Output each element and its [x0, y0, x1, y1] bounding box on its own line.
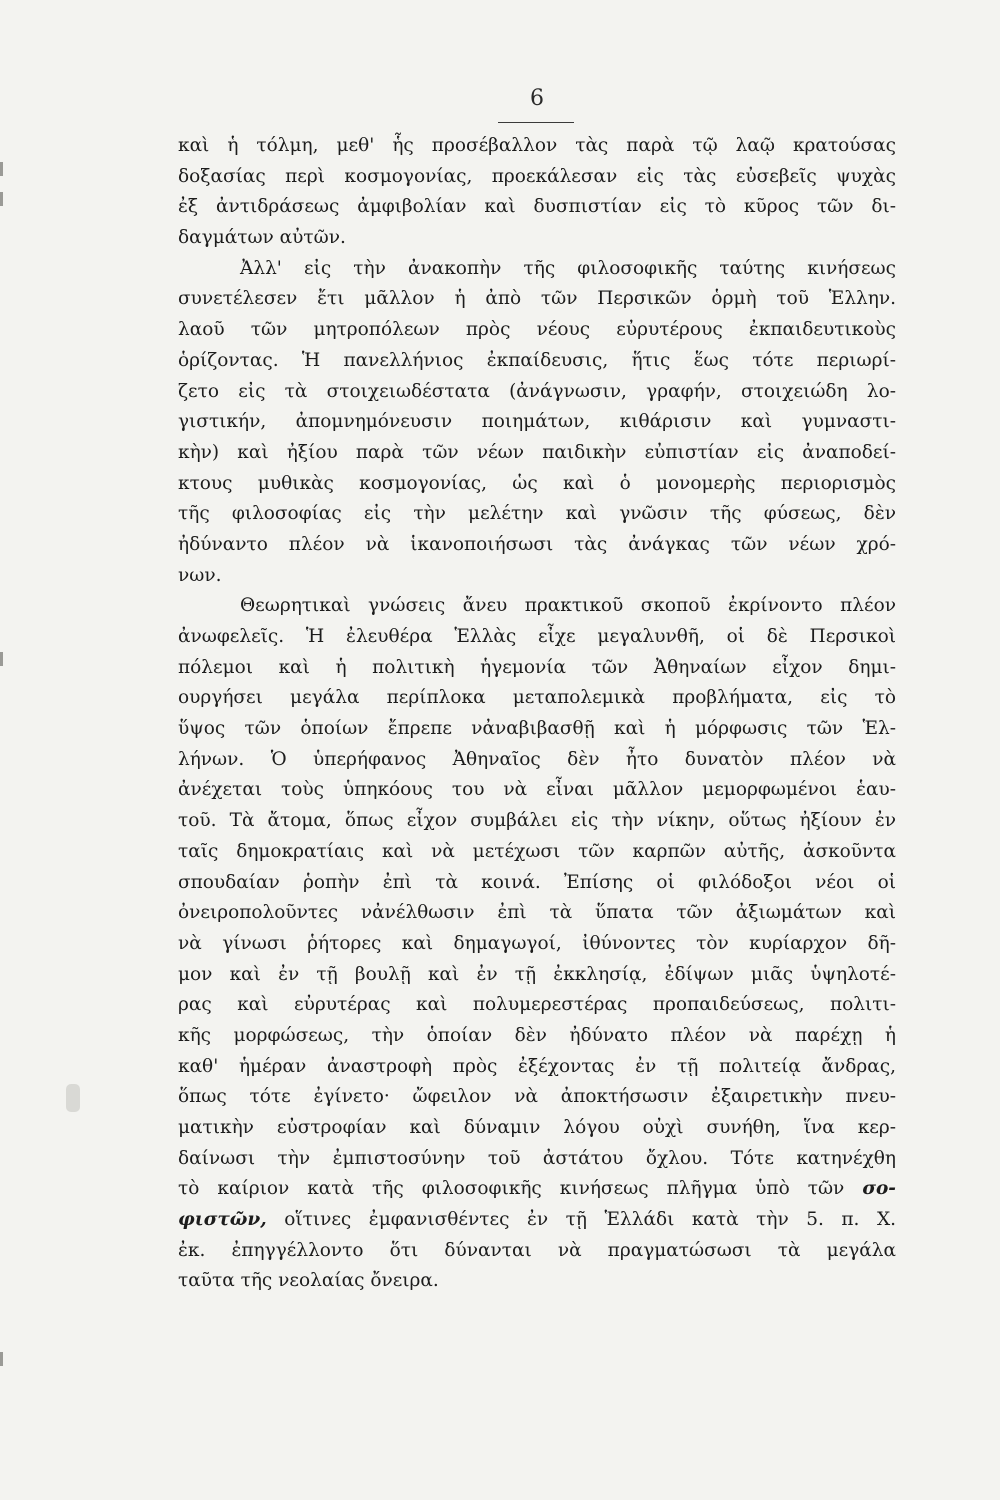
emphasized-term: φιστῶν, — [178, 1209, 267, 1231]
text-line: ουργήσει μεγάλα περίπλοκα μεταπολεμικὰ προβλήματα, εἰς τὸ — [178, 687, 896, 709]
text-line: συνετέλεσεν ἔτι μᾶλλον ἡ ἀπὸ τῶν Περσικῶν ὁρμὴ τοῦ Ἑλλην. — [178, 288, 896, 310]
body-text — [178, 131, 896, 1297]
text-line: ταῖς δημοκρατίαις καὶ νὰ μετέχωσι τῶν καρπῶν αὐτῆς, ἀσκοῦντα — [178, 840, 896, 862]
text-line: ταῦτα τῆς νεολαίας ὄνειρα. — [178, 1270, 439, 1292]
text-line: νων. — [178, 564, 222, 586]
emphasized-term: σο- — [862, 1178, 896, 1200]
text-segment: οἵτινες ἐμφανισθέντες ἐν τῇ Ἑλλάδι κατὰ τὴν 5. π. Χ. — [284, 1209, 896, 1231]
binding-margin-mark — [0, 1352, 3, 1366]
text-line — [178, 1174, 896, 1205]
text-line: κῆς μορφώσεως, τὴν ὁποίαν δὲν ἠδύνατο πλέον νὰ παρέχῃ ἡ — [178, 1024, 896, 1046]
text-line: ἐκ. ἐπηγγέλλοντο ὅτι δύνανται νὰ πραγματώσωσι τὰ μεγάλα — [178, 1239, 896, 1261]
text-line: ὅπως τότε ἐγίνετο· ὤφειλον νὰ ἀποκτήσωσιν ἐξαιρετικὴν πνευ- — [178, 1086, 896, 1108]
text-line: ἠδύναντο πλέον νὰ ἱκανοποιήσωσι τὰς ἀνάγκας τῶν νέων χρό- — [178, 533, 896, 555]
text-line — [178, 1205, 896, 1236]
text-line: πόλεμοι καὶ ἡ πολιτικὴ ἡγεμονία τῶν Ἀθηναίων εἶχον δημι- — [178, 656, 896, 678]
text-line: τῆς φιλοσοφίας εἰς τὴν μελέτην καὶ γνῶσιν τῆς φύσεως, δὲν — [178, 503, 896, 525]
text-line: καθ' ἡμέραν ἀναστροφὴ πρὸς ἐξέχοντας ἐν τῇ πολιτείᾳ ἄνδρας, — [178, 1055, 896, 1077]
text-line: γιστικήν, ἀπομνημόνευσιν ποιημάτων, κιθάρισιν καὶ γυμναστι- — [178, 411, 896, 433]
page-number-rule — [498, 122, 574, 123]
text-line: ὁρίζοντας. Ἡ πανελλήνιος ἐκπαίδευσις, ἥτις ἕως τότε περιωρί- — [178, 349, 896, 371]
text-line: τοῦ. Τὰ ἄτομα, ὅπως εἶχον συμβάλει εἰς τὴν νίκην, οὕτως ἠξίουν ἐν — [178, 810, 896, 832]
paper-smudge — [66, 1084, 80, 1112]
text-line: δοξασίας περὶ κοσμογονίας, προεκάλεσαν εἰς τὰς εὐσεβεῖς ψυχὰς — [178, 165, 896, 187]
text-line: ρας καὶ εὐρυτέρας καὶ πολυμερεστέρας προπαιδεύσεως, πολιτι- — [178, 994, 896, 1016]
paragraph-start-line: Θεωρητικαὶ γνώσεις ἄνευ πρακτικοῦ σκοποῦ ἐκρίνοντο πλέον — [240, 595, 896, 617]
text-line: νὰ γίνωσι ῥήτορες καὶ δημαγωγοί, ἰθύνοντες τὸν κυρίαρχον δῆ- — [178, 932, 896, 954]
text-line: λαοῦ τῶν μητροπόλεων πρὸς νέους εὐρυτέρους ἐκπαιδευτικοὺς — [178, 319, 896, 341]
text-line: ὀνειροπολοῦντες νἀνέλθωσιν ἐπὶ τὰ ὕπατα τῶν ἀξιωμάτων καὶ — [178, 902, 896, 924]
binding-margin-mark — [0, 652, 3, 666]
text-line: σπουδαίαν ῥοπὴν ἐπὶ τὰ κοινά. Ἐπίσης οἱ φιλόδοξοι νέοι οἱ — [178, 871, 896, 893]
text-line: ὕψος τῶν ὁποίων ἔπρεπε νἀναβιβασθῇ καὶ ἡ μόρφωσις τῶν Ἑλ- — [178, 718, 896, 740]
paragraph-start-line: Ἀλλ' εἰς τὴν ἀνακοπὴν τῆς φιλοσοφικῆς ταύτης κινήσεως — [240, 257, 896, 279]
text-segment: τὸ καίριον κατὰ τῆς φιλοσοφικῆς κινήσεως πλῆγμα ὑπὸ τῶν — [178, 1178, 845, 1200]
text-line: ἀνέχεται τοὺς ὑπηκόους του νὰ εἶναι μᾶλλον μεμορφωμένοι ἑαυ- — [178, 779, 896, 801]
text-line: λήνων. Ὁ ὑπερήφανος Ἀθηναῖος δὲν ἦτο δυνατὸν πλέον νὰ — [178, 748, 896, 770]
text-line: ἐξ ἀντιδράσεως ἀμφιβολίαν καὶ δυσπιστίαν εἰς τὸ κῦρος τῶν δι- — [178, 196, 896, 218]
binding-margin-mark — [0, 192, 3, 206]
text-line: δαγμάτων αὐτῶν. — [178, 227, 346, 249]
page-number: 6 — [530, 86, 544, 111]
text-line: κτους μυθικὰς κοσμογονίας, ὡς καὶ ὁ μονομερὴς περιορισμὸς — [178, 472, 896, 494]
text-line: ζετο εἰς τὰ στοιχειωδέστατα (ἀνάγνωσιν, γραφήν, στοιχειώδη λο- — [178, 380, 896, 402]
text-line: μον καὶ ἐν τῇ βουλῇ καὶ ἐν τῇ ἐκκλησίᾳ, ἐδίψων μιᾶς ὑψηλοτέ- — [178, 963, 896, 985]
binding-margin-mark — [0, 162, 3, 176]
text-line: καὶ ἡ τόλμη, μεθ' ἧς προσέβαλλον τὰς παρὰ τῷ λαῷ κρατούσας — [178, 135, 896, 156]
text-line: κὴν) καὶ ἠξίου παρὰ τῶν νέων παιδικὴν εὐπιστίαν εἰς ἀναποδεί- — [178, 441, 896, 463]
text-line: ματικὴν εὐστροφίαν καὶ δύναμιν λόγου οὐχὶ συνήθη, ἵνα κερ- — [178, 1117, 896, 1138]
text-line: ἀνωφελεῖς. Ἡ ἐλευθέρα Ἑλλὰς εἶχε μεγαλυνθῆ, οἱ δὲ Περσικοὶ — [178, 626, 896, 647]
text-line: δαίνωσι τὴν ἐμπιστοσύνην τοῦ ἀστάτου ὄχλου. Τότε κατηνέχθη — [178, 1147, 896, 1169]
